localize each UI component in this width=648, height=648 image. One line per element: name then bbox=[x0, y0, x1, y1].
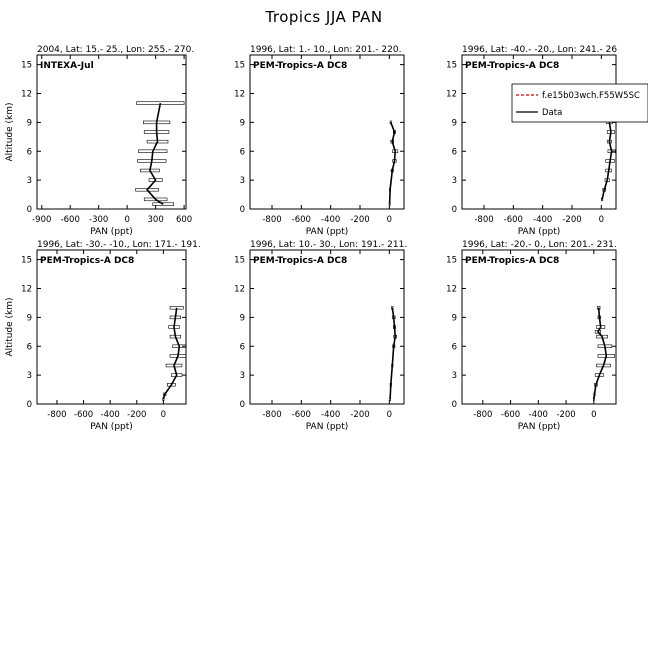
y-tick-label: 15 bbox=[234, 255, 245, 266]
panel-title: 2004, Lat: 15.- 25., Lon: 255.- 270. bbox=[37, 45, 195, 55]
y-tick-label: 3 bbox=[26, 371, 32, 382]
y-axis-label: Altitude (km) bbox=[5, 102, 15, 162]
x-tick-label: 0 bbox=[598, 215, 605, 225]
y-tick-label: 15 bbox=[21, 255, 32, 266]
panel-title: 1996, Lat: -40.- -20., Lon: 241.- 26 bbox=[462, 45, 618, 55]
campaign-label: INTEXA-Jul bbox=[40, 61, 94, 71]
y-tick-label: 9 bbox=[239, 118, 245, 129]
legend-label: f.e15b03wch.F55W5SC bbox=[542, 91, 640, 101]
x-tick-label: -800 bbox=[262, 215, 282, 225]
y-tick-label: 6 bbox=[26, 342, 32, 353]
campaign-label: PEM-Tropics-A DC8 bbox=[253, 61, 348, 71]
y-tick-label: 9 bbox=[26, 118, 32, 129]
y-tick-label: 6 bbox=[239, 147, 245, 158]
y-tick-label: 3 bbox=[451, 371, 457, 382]
y-tick-label: 15 bbox=[446, 255, 457, 266]
y-tick-label: 15 bbox=[446, 60, 457, 71]
x-axis-label: PAN (ppt) bbox=[305, 422, 349, 432]
panel-4 bbox=[5, 240, 201, 432]
panel-2 bbox=[234, 45, 404, 237]
series-group bbox=[136, 102, 184, 206]
y-tick-label: 6 bbox=[451, 147, 457, 158]
x-tick-label: -600 bbox=[291, 410, 311, 420]
x-axis-label: PAN (ppt) bbox=[305, 227, 349, 237]
x-tick-label: 600 bbox=[175, 215, 193, 225]
x-tick-label: -800 bbox=[47, 410, 67, 420]
x-tick-label: -200 bbox=[556, 410, 576, 420]
y-tick-label: 12 bbox=[21, 284, 32, 295]
panel-title: 1996, Lat: -20.- 0., Lon: 201.- 231. bbox=[462, 240, 617, 250]
panel-3 bbox=[446, 45, 617, 237]
series-group bbox=[390, 306, 397, 400]
x-tick-label: -200 bbox=[562, 215, 582, 225]
y-tick-label: 0 bbox=[239, 400, 245, 410]
x-tick-label: -600 bbox=[73, 410, 94, 420]
series-line-data bbox=[594, 308, 607, 399]
x-tick-label: 0 bbox=[124, 215, 130, 225]
x-tick-label: 0 bbox=[160, 410, 167, 420]
y-tick-label: 3 bbox=[239, 371, 245, 382]
panel-6 bbox=[446, 240, 617, 432]
x-axis-label: PAN (ppt) bbox=[90, 422, 133, 432]
plot-frame bbox=[462, 55, 616, 209]
plot-frame bbox=[37, 55, 186, 209]
x-tick-label: -400 bbox=[321, 215, 341, 225]
y-tick-label: 9 bbox=[239, 313, 245, 324]
x-tick-label: -600 bbox=[503, 215, 523, 225]
y-tick-label: 0 bbox=[451, 205, 457, 215]
series-group bbox=[601, 111, 615, 200]
x-tick-label: -300 bbox=[89, 215, 109, 225]
plot-frame bbox=[250, 250, 404, 404]
y-tick-label: 9 bbox=[26, 313, 32, 324]
x-axis-label: PAN (ppt) bbox=[90, 227, 133, 237]
x-tick-label: -400 bbox=[321, 410, 341, 420]
y-tick-label: 6 bbox=[451, 342, 457, 353]
series-group bbox=[163, 306, 186, 400]
y-tick-label: 6 bbox=[239, 342, 245, 353]
plot-frame bbox=[462, 250, 616, 404]
plot-frame bbox=[250, 55, 404, 209]
y-axis-label: Altitude (km) bbox=[5, 297, 15, 357]
x-tick-label: -800 bbox=[262, 410, 282, 420]
figure-title: Tropics JJA PAN bbox=[265, 8, 383, 26]
y-tick-label: 9 bbox=[451, 313, 457, 324]
panel-5 bbox=[234, 240, 407, 432]
legend-box bbox=[512, 84, 648, 122]
x-tick-label: -600 bbox=[60, 215, 80, 225]
series-group bbox=[389, 121, 398, 206]
x-tick-label: 0 bbox=[386, 410, 393, 420]
x-tick-label: -400 bbox=[528, 410, 548, 420]
x-tick-label: -900 bbox=[32, 215, 52, 225]
x-tick-label: 0 bbox=[591, 410, 597, 420]
y-tick-label: 12 bbox=[446, 89, 457, 100]
x-tick-label: -800 bbox=[474, 215, 494, 225]
x-tick-label: -600 bbox=[500, 410, 521, 420]
panel-title: 1996, Lat: -30.- -10., Lon: 171.- 191. bbox=[37, 240, 201, 250]
series-line-data bbox=[147, 103, 163, 204]
x-tick-label: -600 bbox=[291, 215, 311, 225]
series-line-data bbox=[163, 308, 179, 399]
y-tick-label: 0 bbox=[239, 205, 245, 215]
y-tick-label: 3 bbox=[26, 176, 32, 187]
x-tick-label: -200 bbox=[127, 410, 147, 420]
x-tick-label: -400 bbox=[100, 410, 120, 420]
legend-label: Data bbox=[542, 108, 563, 118]
x-tick-label: 300 bbox=[147, 215, 164, 225]
y-tick-label: 9 bbox=[451, 118, 457, 129]
legend bbox=[512, 84, 648, 122]
x-tick-label: -200 bbox=[350, 215, 370, 225]
y-tick-label: 0 bbox=[26, 205, 32, 215]
series-group bbox=[593, 306, 614, 400]
y-tick-label: 0 bbox=[26, 400, 32, 410]
y-tick-label: 15 bbox=[21, 60, 32, 71]
series-line-data bbox=[390, 122, 396, 204]
series-line-data bbox=[390, 308, 395, 399]
x-axis-label: PAN (ppt) bbox=[517, 422, 561, 432]
panel-title: 1996, Lat: 1.- 10., Lon: 201.- 220. bbox=[250, 45, 402, 55]
campaign-label: PEM-Tropics-A DC8 bbox=[465, 61, 560, 71]
x-tick-label: -400 bbox=[533, 215, 553, 225]
y-tick-label: 3 bbox=[451, 176, 457, 187]
campaign-label: PEM-Tropics-A DC8 bbox=[40, 256, 135, 266]
campaign-label: PEM-Tropics-A DC8 bbox=[253, 256, 348, 266]
y-tick-label: 15 bbox=[234, 60, 245, 71]
y-tick-label: 12 bbox=[234, 284, 245, 295]
y-tick-label: 6 bbox=[26, 147, 32, 158]
y-tick-label: 12 bbox=[446, 284, 457, 295]
x-axis-label: PAN (ppt) bbox=[517, 227, 561, 237]
x-tick-label: -800 bbox=[473, 410, 493, 420]
y-tick-label: 12 bbox=[234, 89, 245, 100]
y-tick-label: 12 bbox=[21, 89, 32, 100]
series-line-data bbox=[602, 113, 612, 200]
panel-1 bbox=[5, 45, 194, 237]
campaign-label: PEM-Tropics-A DC8 bbox=[465, 256, 560, 266]
x-tick-label: -200 bbox=[350, 410, 370, 420]
panel-title: 1996, Lat: 10.- 30., Lon: 191.- 211. bbox=[250, 240, 408, 250]
y-tick-label: 3 bbox=[239, 176, 245, 187]
y-tick-label: 0 bbox=[451, 400, 457, 410]
plot-frame bbox=[37, 250, 186, 404]
x-tick-label: 0 bbox=[386, 215, 393, 225]
